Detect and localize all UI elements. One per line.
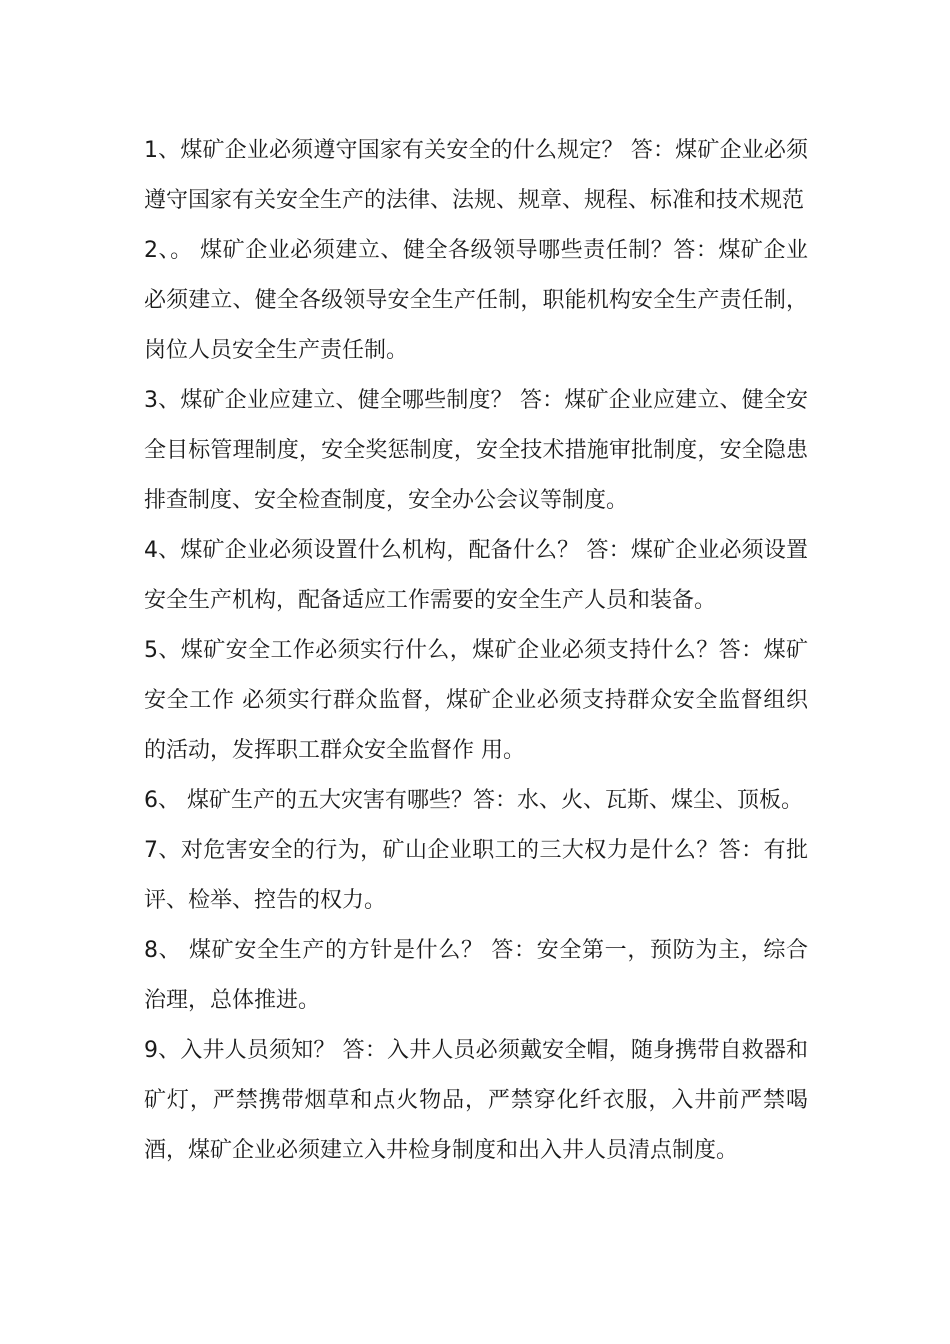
qa-item-2: 2、。 煤矿企业必须建立、健全各级领导哪些责任制？答：煤矿企业必须建立、健全各级领导安全生产任制，职能机构安全生产责任制，岗位人员安全生产责任制。 bbox=[144, 238, 808, 363]
qa-item-7: 7、对危害安全的行为，矿山企业职工的三大权力是什么？答：有批评、检举、控告的权力。 bbox=[144, 838, 808, 913]
qa-item-5: 5、煤矿安全工作必须实行什么，煤矿企业必须支持什么？答：煤矿安全工作 必须实行群众监督，煤矿企业必须支持群众安全监督组织的活动，发挥职工群众安全监督作 用。 bbox=[144, 638, 808, 763]
qa-item-3: 3、煤矿企业应建立、健全哪些制度？ 答：煤矿企业应建立、健全安全目标管理制度，安全奖惩制度，安全技术措施审批制度，安全隐患排查制度、安全检查制度，安全办公会议等制度。 bbox=[144, 388, 808, 513]
qa-item-9: 9、入井人员须知？ 答：入井人员必须戴安全帽，随身携带自救器和矿灯，严禁携带烟草和点火物品，严禁穿化纤衣服，入井前严禁喝酒，煤矿企业必须建立入井检身制度和出入井人员清点制度。 bbox=[144, 1038, 808, 1163]
qa-item-6: 6、 煤矿生产的五大灾害有哪些？答：水、火、瓦斯、煤尘、顶板。 bbox=[144, 788, 803, 813]
qa-item-1: 1、煤矿企业必须遵守国家有关安全的什么规定？ 答：煤矿企业必须遵守国家有关安全生产的法律、法规、规章、规程、标准和技术规范 bbox=[144, 138, 808, 213]
document-body bbox=[144, 126, 808, 1176]
qa-item-4: 4、煤矿企业必须设置什么机构，配备什么？ 答：煤矿企业必须设置安全生产机构，配备适应工作需要的安全生产人员和装备。 bbox=[144, 538, 808, 613]
qa-item-8: 8、 煤矿安全生产的方针是什么？ 答：安全第一，预防为主，综合治理，总体推进。 bbox=[144, 938, 808, 1013]
